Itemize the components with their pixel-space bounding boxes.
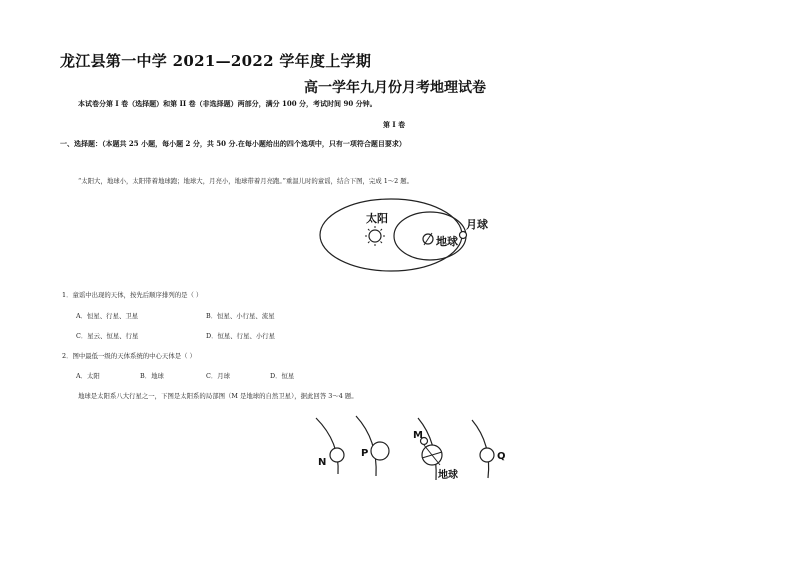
question-2-stem: 2．图中最低一级的天体系统的中心天体是（ ）: [62, 352, 196, 360]
passage-2: 地球是太阳系八大行星之一，下图是太阳系的局部图（M 是地球的自然卫星），据此回答 3～4 题。: [78, 392, 358, 400]
school-title: 龙江县第一中学 2021—2022 学年度上学期: [60, 52, 372, 70]
exam-instructions: 本试卷分第 I 卷（选择题）和第 II 卷（非选择题）两部分，满分 100 分，考试时间 90 分钟。: [78, 99, 377, 108]
label-q: Q: [497, 451, 506, 462]
moon-icon: [460, 232, 467, 239]
q1-option-a: A．恒星、行星、卫星: [76, 312, 139, 320]
sun-label: 太阳: [366, 212, 388, 225]
label-earth: 地球: [438, 470, 458, 481]
q1-option-d: D．恒星、行星、小行星: [206, 332, 276, 340]
planet-n: [330, 448, 344, 462]
exam-title: 高一学年九月份月考地理试卷: [304, 80, 486, 96]
sun-icon: [365, 226, 385, 246]
label-p: P: [361, 448, 369, 459]
moon-label: 月球: [466, 218, 488, 231]
planet-p: [371, 442, 389, 460]
earth-icon: [423, 233, 433, 245]
q2-option-b: B．地球: [140, 372, 164, 380]
q1-option-b: B．恒星、小行星、流星: [206, 312, 275, 320]
solar-system-partial-diagram: [316, 416, 489, 480]
label-n: N: [318, 457, 327, 468]
volume-label: 第 I 卷: [383, 120, 406, 129]
passage-1: “太阳大，地球小，太阳带着地球跑；地球大，月亮小，地球带着月亮跑。”重温儿时的童谣，结合下图，完成 1～2 题。: [78, 177, 414, 185]
q1-option-c: C．星云、恒星、行星: [76, 332, 139, 340]
q2-option-d: D．恒星: [270, 372, 295, 380]
earth-label: 地球: [436, 235, 458, 248]
section-heading: 一、选择题：（本题共 25 小题，每小题 2 分，共 50 分.在每小题给出的四个选项中，只有一项符合题目要求）: [60, 139, 406, 148]
label-m: M: [413, 430, 423, 441]
planet-q: [480, 448, 494, 462]
q2-option-c: C．月球: [206, 372, 231, 380]
q2-option-a: A．太阳: [76, 372, 100, 380]
question-1-stem: 1．童谣中出现的天体，按先后顺序排列的是（ ）: [62, 291, 203, 299]
earth-globe-icon: [422, 445, 442, 465]
